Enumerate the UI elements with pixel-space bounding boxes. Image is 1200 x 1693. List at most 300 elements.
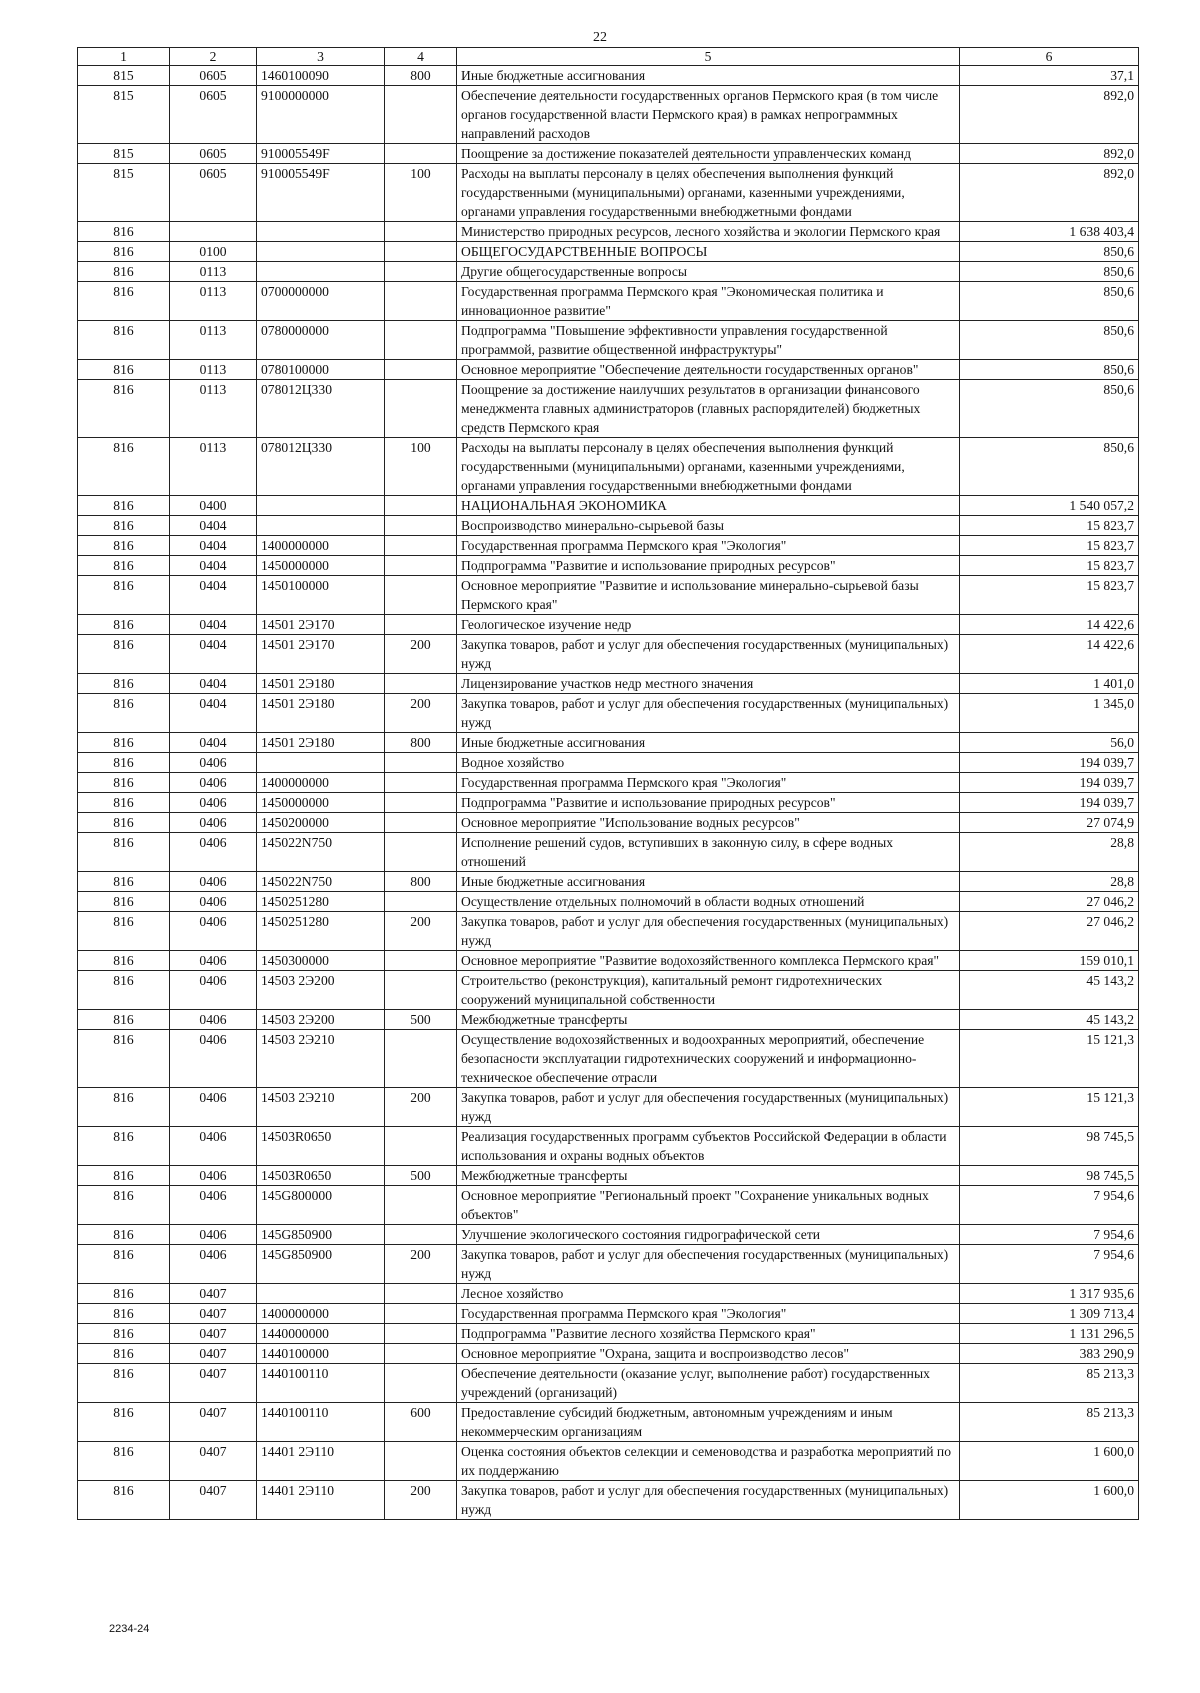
expense-type-cell: 200: [385, 694, 457, 733]
table-row: [78, 1284, 1139, 1304]
description-cell: Основное мероприятие "Охрана, защита и воспроизводство лесов": [457, 1344, 960, 1364]
description-cell: Поощрение за достижение наилучших результатов в организации финансового менеджмента главных администраторов (главных распорядителей) бюджетных средств Пермского края: [457, 380, 960, 438]
amount-cell: 85 213,3: [960, 1364, 1139, 1403]
target-code-cell: 0780100000: [257, 360, 385, 380]
table-row: [78, 1344, 1139, 1364]
admin-code-cell: 816: [78, 576, 170, 615]
expense-type-cell: 200: [385, 635, 457, 674]
admin-code-cell: 816: [78, 1030, 170, 1088]
table-body: [78, 66, 1139, 1520]
admin-code-cell: 816: [78, 516, 170, 536]
section-code-cell: 0407: [170, 1344, 257, 1364]
table-row: [78, 496, 1139, 516]
amount-cell: 1 345,0: [960, 694, 1139, 733]
admin-code-cell: 816: [78, 380, 170, 438]
expense-type-cell: 100: [385, 438, 457, 496]
description-cell: Межбюджетные трансферты: [457, 1166, 960, 1186]
column-header: 4: [385, 48, 457, 66]
section-code-cell: 0100: [170, 242, 257, 262]
description-cell: Государственная программа Пермского края "Экология": [457, 1304, 960, 1324]
description-cell: Основное мероприятие "Развитие и использование минерально-сырьевой базы Пермского края": [457, 576, 960, 615]
column-header: 1: [78, 48, 170, 66]
admin-code-cell: 816: [78, 951, 170, 971]
target-code-cell: 14501 2Э180: [257, 694, 385, 733]
expense-type-cell: 200: [385, 912, 457, 951]
target-code-cell: 14501 2Э170: [257, 615, 385, 635]
target-code-cell: 14401 2Э110: [257, 1442, 385, 1481]
expense-type-cell: [385, 222, 457, 242]
section-code-cell: 0113: [170, 380, 257, 438]
target-code-cell: 14503R0650: [257, 1127, 385, 1166]
amount-cell: 15 823,7: [960, 536, 1139, 556]
description-cell: Лесное хозяйство: [457, 1284, 960, 1304]
target-code-cell: [257, 262, 385, 282]
admin-code-cell: 816: [78, 1010, 170, 1030]
admin-code-cell: 816: [78, 615, 170, 635]
section-code-cell: 0605: [170, 86, 257, 144]
admin-code-cell: 816: [78, 438, 170, 496]
description-cell: Государственная программа Пермского края "Экология": [457, 773, 960, 793]
table-row: [78, 753, 1139, 773]
section-code-cell: 0406: [170, 1010, 257, 1030]
table-row: [78, 242, 1139, 262]
amount-cell: 1 638 403,4: [960, 222, 1139, 242]
expense-type-cell: [385, 833, 457, 872]
target-code-cell: 145G800000: [257, 1186, 385, 1225]
table-row: [78, 66, 1139, 86]
description-cell: Государственная программа Пермского края "Экология": [457, 536, 960, 556]
target-code-cell: 14503R0650: [257, 1166, 385, 1186]
description-cell: Оценка состояния объектов селекции и семеноводства и разработка мероприятий по их поддержанию: [457, 1442, 960, 1481]
description-cell: Закупка товаров, работ и услуг для обеспечения государственных (муниципальных) нужд: [457, 1245, 960, 1284]
table-row: [78, 1364, 1139, 1403]
table-row: [78, 86, 1139, 144]
section-code-cell: 0406: [170, 833, 257, 872]
table-row: [78, 892, 1139, 912]
description-cell: Иные бюджетные ассигнования: [457, 872, 960, 892]
section-code-cell: 0406: [170, 912, 257, 951]
table-row: [78, 1304, 1139, 1324]
target-code-cell: 078012Ц330: [257, 380, 385, 438]
expense-type-cell: [385, 1030, 457, 1088]
amount-cell: 27 074,9: [960, 813, 1139, 833]
description-cell: Иные бюджетные ассигнования: [457, 733, 960, 753]
table-row: [78, 833, 1139, 872]
admin-code-cell: 816: [78, 813, 170, 833]
expense-type-cell: [385, 360, 457, 380]
expense-type-cell: [385, 321, 457, 360]
table-row: [78, 1442, 1139, 1481]
admin-code-cell: 816: [78, 1481, 170, 1520]
target-code-cell: 910005549F: [257, 164, 385, 222]
amount-cell: 850,6: [960, 321, 1139, 360]
expense-type-cell: [385, 1364, 457, 1403]
section-code-cell: 0404: [170, 576, 257, 615]
target-code-cell: 145022N750: [257, 833, 385, 872]
expense-type-cell: [385, 1304, 457, 1324]
expense-type-cell: 200: [385, 1245, 457, 1284]
target-code-cell: [257, 753, 385, 773]
amount-cell: 1 401,0: [960, 674, 1139, 694]
expense-type-cell: [385, 753, 457, 773]
expense-type-cell: 800: [385, 733, 457, 753]
description-cell: Лицензирование участков недр местного значения: [457, 674, 960, 694]
table-row: [78, 360, 1139, 380]
admin-code-cell: 816: [78, 1127, 170, 1166]
expense-type-cell: [385, 1324, 457, 1344]
target-code-cell: [257, 516, 385, 536]
description-cell: Другие общегосударственные вопросы: [457, 262, 960, 282]
target-code-cell: 1450000000: [257, 556, 385, 576]
amount-cell: 1 540 057,2: [960, 496, 1139, 516]
amount-cell: 892,0: [960, 164, 1139, 222]
amount-cell: 45 143,2: [960, 971, 1139, 1010]
admin-code-cell: 816: [78, 1442, 170, 1481]
section-code-cell: 0406: [170, 793, 257, 813]
amount-cell: 194 039,7: [960, 793, 1139, 813]
section-code-cell: 0605: [170, 164, 257, 222]
description-cell: Межбюджетные трансферты: [457, 1010, 960, 1030]
section-code-cell: 0605: [170, 66, 257, 86]
admin-code-cell: 816: [78, 753, 170, 773]
admin-code-cell: 816: [78, 674, 170, 694]
description-cell: Поощрение за достижение показателей деятельности управленческих команд: [457, 144, 960, 164]
amount-cell: 15 823,7: [960, 516, 1139, 536]
expense-type-cell: [385, 516, 457, 536]
description-cell: Обеспечение деятельности (оказание услуг, выполнение работ) государственных учреждений (организаций): [457, 1364, 960, 1403]
expense-type-cell: [385, 242, 457, 262]
expense-type-cell: [385, 615, 457, 635]
description-cell: Подпрограмма "Развитие и использование природных ресурсов": [457, 556, 960, 576]
expense-type-cell: 100: [385, 164, 457, 222]
target-code-cell: 1460100090: [257, 66, 385, 86]
amount-cell: 1 600,0: [960, 1442, 1139, 1481]
amount-cell: 7 954,6: [960, 1186, 1139, 1225]
expense-type-cell: [385, 536, 457, 556]
admin-code-cell: 815: [78, 66, 170, 86]
budget-table: [77, 47, 1139, 1520]
amount-cell: 7 954,6: [960, 1245, 1139, 1284]
target-code-cell: 14503 2Э200: [257, 971, 385, 1010]
expense-type-cell: [385, 892, 457, 912]
section-code-cell: 0406: [170, 1127, 257, 1166]
expense-type-cell: 500: [385, 1010, 457, 1030]
table-row: [78, 1225, 1139, 1245]
amount-cell: 15 823,7: [960, 576, 1139, 615]
section-code-cell: 0404: [170, 536, 257, 556]
amount-cell: 850,6: [960, 380, 1139, 438]
admin-code-cell: 816: [78, 773, 170, 793]
target-code-cell: 14401 2Э110: [257, 1481, 385, 1520]
section-code-cell: 0407: [170, 1481, 257, 1520]
section-code-cell: 0404: [170, 694, 257, 733]
table-row: [78, 773, 1139, 793]
description-cell: Улучшение экологического состояния гидрографической сети: [457, 1225, 960, 1245]
table-row: [78, 1403, 1139, 1442]
section-code-cell: 0113: [170, 438, 257, 496]
amount-cell: 850,6: [960, 360, 1139, 380]
expense-type-cell: [385, 813, 457, 833]
section-code-cell: 0404: [170, 674, 257, 694]
table-row: [78, 872, 1139, 892]
expense-type-cell: [385, 1186, 457, 1225]
admin-code-cell: 816: [78, 360, 170, 380]
page-number: 22: [593, 30, 607, 45]
amount-cell: 27 046,2: [960, 912, 1139, 951]
description-cell: Осуществление отдельных полномочий в области водных отношений: [457, 892, 960, 912]
section-code-cell: 0404: [170, 733, 257, 753]
section-code-cell: 0404: [170, 635, 257, 674]
admin-code-cell: 816: [78, 1245, 170, 1284]
target-code-cell: 1400000000: [257, 1304, 385, 1324]
description-cell: Расходы на выплаты персоналу в целях обеспечения выполнения функций государственными (муниципальными) органами, казенными учреждениями, органами управления государственными внебюджетными фондами: [457, 164, 960, 222]
section-code-cell: 0113: [170, 282, 257, 321]
admin-code-cell: 816: [78, 1364, 170, 1403]
table-row: [78, 615, 1139, 635]
amount-cell: 85 213,3: [960, 1403, 1139, 1442]
expense-type-cell: [385, 951, 457, 971]
table-row: [78, 516, 1139, 536]
target-code-cell: [257, 242, 385, 262]
table-row: [78, 793, 1139, 813]
description-cell: Водное хозяйство: [457, 753, 960, 773]
admin-code-cell: 816: [78, 262, 170, 282]
target-code-cell: 1450200000: [257, 813, 385, 833]
description-cell: Строительство (реконструкция), капитальный ремонт гидротехнических сооружений муниципальной собственности: [457, 971, 960, 1010]
target-code-cell: 910005549F: [257, 144, 385, 164]
target-code-cell: 1440100000: [257, 1344, 385, 1364]
description-cell: Основное мероприятие "Развитие водохозяйственного комплекса Пермского края": [457, 951, 960, 971]
expense-type-cell: [385, 793, 457, 813]
description-cell: Воспроизводство минерально-сырьевой базы: [457, 516, 960, 536]
table-row: [78, 144, 1139, 164]
section-code-cell: 0407: [170, 1324, 257, 1344]
amount-cell: 28,8: [960, 872, 1139, 892]
target-code-cell: 145022N750: [257, 872, 385, 892]
table-row: [78, 674, 1139, 694]
description-cell: Закупка товаров, работ и услуг для обеспечения государственных (муниципальных) нужд: [457, 1088, 960, 1127]
section-code-cell: 0406: [170, 892, 257, 912]
section-code-cell: 0113: [170, 262, 257, 282]
section-code-cell: 0407: [170, 1403, 257, 1442]
target-code-cell: 0780000000: [257, 321, 385, 360]
description-cell: Предоставление субсидий бюджетным, автономным учреждениям и иным некоммерческим организациям: [457, 1403, 960, 1442]
amount-cell: 1 600,0: [960, 1481, 1139, 1520]
table-row: [78, 1186, 1139, 1225]
amount-cell: 14 422,6: [960, 615, 1139, 635]
description-cell: НАЦИОНАЛЬНАЯ ЭКОНОМИКА: [457, 496, 960, 516]
table-row: [78, 282, 1139, 321]
section-code-cell: 0406: [170, 813, 257, 833]
target-code-cell: 1450300000: [257, 951, 385, 971]
section-code-cell: 0406: [170, 1186, 257, 1225]
admin-code-cell: 816: [78, 1186, 170, 1225]
admin-code-cell: 816: [78, 872, 170, 892]
table-row: [78, 912, 1139, 951]
amount-cell: 1 317 935,6: [960, 1284, 1139, 1304]
admin-code-cell: 816: [78, 733, 170, 753]
admin-code-cell: 816: [78, 1225, 170, 1245]
section-code-cell: 0406: [170, 971, 257, 1010]
column-header: 2: [170, 48, 257, 66]
admin-code-cell: 816: [78, 1088, 170, 1127]
amount-cell: 98 745,5: [960, 1166, 1139, 1186]
section-code-cell: 0406: [170, 773, 257, 793]
admin-code-cell: 816: [78, 1304, 170, 1324]
target-code-cell: [257, 222, 385, 242]
section-code-cell: 0400: [170, 496, 257, 516]
target-code-cell: 145G850900: [257, 1245, 385, 1284]
description-cell: Подпрограмма "Повышение эффективности управления государственной программой, развитие общественной инфраструктуры": [457, 321, 960, 360]
admin-code-cell: 816: [78, 1284, 170, 1304]
section-code-cell: 0404: [170, 556, 257, 576]
table-row: [78, 164, 1139, 222]
expense-type-cell: [385, 1284, 457, 1304]
expense-type-cell: [385, 556, 457, 576]
document-code: 2234-24: [109, 1623, 150, 1635]
admin-code-cell: 816: [78, 536, 170, 556]
admin-code-cell: 815: [78, 164, 170, 222]
amount-cell: 892,0: [960, 86, 1139, 144]
description-cell: Основное мероприятие "Обеспечение деятельности государственных органов": [457, 360, 960, 380]
admin-code-cell: 816: [78, 1166, 170, 1186]
section-code-cell: 0407: [170, 1364, 257, 1403]
section-code-cell: 0406: [170, 1245, 257, 1284]
expense-type-cell: [385, 971, 457, 1010]
description-cell: Государственная программа Пермского края "Экономическая политика и инновационное развитие": [457, 282, 960, 321]
amount-cell: 14 422,6: [960, 635, 1139, 674]
target-code-cell: 9100000000: [257, 86, 385, 144]
section-code-cell: 0113: [170, 321, 257, 360]
description-cell: Закупка товаров, работ и услуг для обеспечения государственных (муниципальных) нужд: [457, 912, 960, 951]
amount-cell: 15 823,7: [960, 556, 1139, 576]
target-code-cell: 14503 2Э200: [257, 1010, 385, 1030]
section-code-cell: 0406: [170, 1166, 257, 1186]
expense-type-cell: [385, 380, 457, 438]
amount-cell: 194 039,7: [960, 773, 1139, 793]
section-code-cell: 0406: [170, 872, 257, 892]
target-code-cell: 1440100110: [257, 1403, 385, 1442]
amount-cell: 383 290,9: [960, 1344, 1139, 1364]
table-row: [78, 1088, 1139, 1127]
target-code-cell: [257, 1284, 385, 1304]
section-code-cell: 0404: [170, 615, 257, 635]
amount-cell: 892,0: [960, 144, 1139, 164]
table-row: [78, 733, 1139, 753]
target-code-cell: 14501 2Э180: [257, 733, 385, 753]
description-cell: Исполнение решений судов, вступивших в законную силу, в сфере водных отношений: [457, 833, 960, 872]
expense-type-cell: 500: [385, 1166, 457, 1186]
expense-type-cell: [385, 262, 457, 282]
admin-code-cell: 816: [78, 912, 170, 951]
section-code-cell: 0406: [170, 1225, 257, 1245]
amount-cell: 27 046,2: [960, 892, 1139, 912]
table-row: [78, 321, 1139, 360]
table-row: [78, 536, 1139, 556]
admin-code-cell: 815: [78, 86, 170, 144]
admin-code-cell: 816: [78, 282, 170, 321]
admin-code-cell: 816: [78, 496, 170, 516]
table-row: [78, 951, 1139, 971]
expense-type-cell: [385, 576, 457, 615]
expense-type-cell: [385, 144, 457, 164]
target-code-cell: 1450000000: [257, 793, 385, 813]
table-row: [78, 438, 1139, 496]
target-code-cell: 1450100000: [257, 576, 385, 615]
description-cell: Закупка товаров, работ и услуг для обеспечения государственных (муниципальных) нужд: [457, 635, 960, 674]
admin-code-cell: 816: [78, 971, 170, 1010]
table-row: [78, 813, 1139, 833]
amount-cell: 15 121,3: [960, 1088, 1139, 1127]
table-row: [78, 635, 1139, 674]
target-code-cell: [257, 496, 385, 516]
table-row: [78, 380, 1139, 438]
amount-cell: 194 039,7: [960, 753, 1139, 773]
table-row: [78, 556, 1139, 576]
target-code-cell: 145G850900: [257, 1225, 385, 1245]
expense-type-cell: [385, 1344, 457, 1364]
section-code-cell: 0404: [170, 516, 257, 536]
description-cell: Расходы на выплаты персоналу в целях обеспечения выполнения функций государственными (муниципальными) органами, казенными учреждениями, органами управления государственными внебюджетными фондами: [457, 438, 960, 496]
section-code-cell: 0406: [170, 1030, 257, 1088]
expense-type-cell: [385, 86, 457, 144]
expense-type-cell: 800: [385, 66, 457, 86]
table-row: [78, 262, 1139, 282]
target-code-cell: 14501 2Э170: [257, 635, 385, 674]
description-cell: Министерство природных ресурсов, лесного хозяйства и экологии Пермского края: [457, 222, 960, 242]
admin-code-cell: 816: [78, 321, 170, 360]
table-row: [78, 1127, 1139, 1166]
amount-cell: 15 121,3: [960, 1030, 1139, 1088]
description-cell: ОБЩЕГОСУДАРСТВЕННЫЕ ВОПРОСЫ: [457, 242, 960, 262]
admin-code-cell: 816: [78, 793, 170, 813]
target-code-cell: 1440000000: [257, 1324, 385, 1344]
expense-type-cell: 200: [385, 1481, 457, 1520]
amount-cell: 98 745,5: [960, 1127, 1139, 1166]
expense-type-cell: [385, 496, 457, 516]
amount-cell: 850,6: [960, 242, 1139, 262]
amount-cell: 28,8: [960, 833, 1139, 872]
table-row: [78, 971, 1139, 1010]
description-cell: Обеспечение деятельности государственных органов Пермского края (в том числе органов государственной власти Пермского края) в рамках непрограммных направлений расходов: [457, 86, 960, 144]
expense-type-cell: 200: [385, 1088, 457, 1127]
target-code-cell: 1400000000: [257, 773, 385, 793]
description-cell: Реализация государственных программ субъектов Российской Федерации в области использования и охраны водных объектов: [457, 1127, 960, 1166]
amount-cell: 850,6: [960, 438, 1139, 496]
admin-code-cell: 816: [78, 1403, 170, 1442]
amount-cell: 159 010,1: [960, 951, 1139, 971]
description-cell: Осуществление водохозяйственных и водоохранных мероприятий, обеспечение безопасности эксплуатации гидротехнических сооружений и информационно-техническое обеспечение отрасли: [457, 1030, 960, 1088]
amount-cell: 850,6: [960, 282, 1139, 321]
section-code-cell: 0406: [170, 951, 257, 971]
table-row: [78, 222, 1139, 242]
amount-cell: 45 143,2: [960, 1010, 1139, 1030]
amount-cell: 1 131 296,5: [960, 1324, 1139, 1344]
target-code-cell: 1450251280: [257, 912, 385, 951]
expense-type-cell: [385, 1442, 457, 1481]
table-row: [78, 1481, 1139, 1520]
table-row: [78, 576, 1139, 615]
amount-cell: 850,6: [960, 262, 1139, 282]
admin-code-cell: 816: [78, 242, 170, 262]
section-code-cell: 0113: [170, 360, 257, 380]
target-code-cell: 14503 2Э210: [257, 1030, 385, 1088]
table-row: [78, 694, 1139, 733]
amount-cell: 7 954,6: [960, 1225, 1139, 1245]
amount-cell: 37,1: [960, 66, 1139, 86]
expense-type-cell: [385, 674, 457, 694]
section-code-cell: 0407: [170, 1304, 257, 1324]
